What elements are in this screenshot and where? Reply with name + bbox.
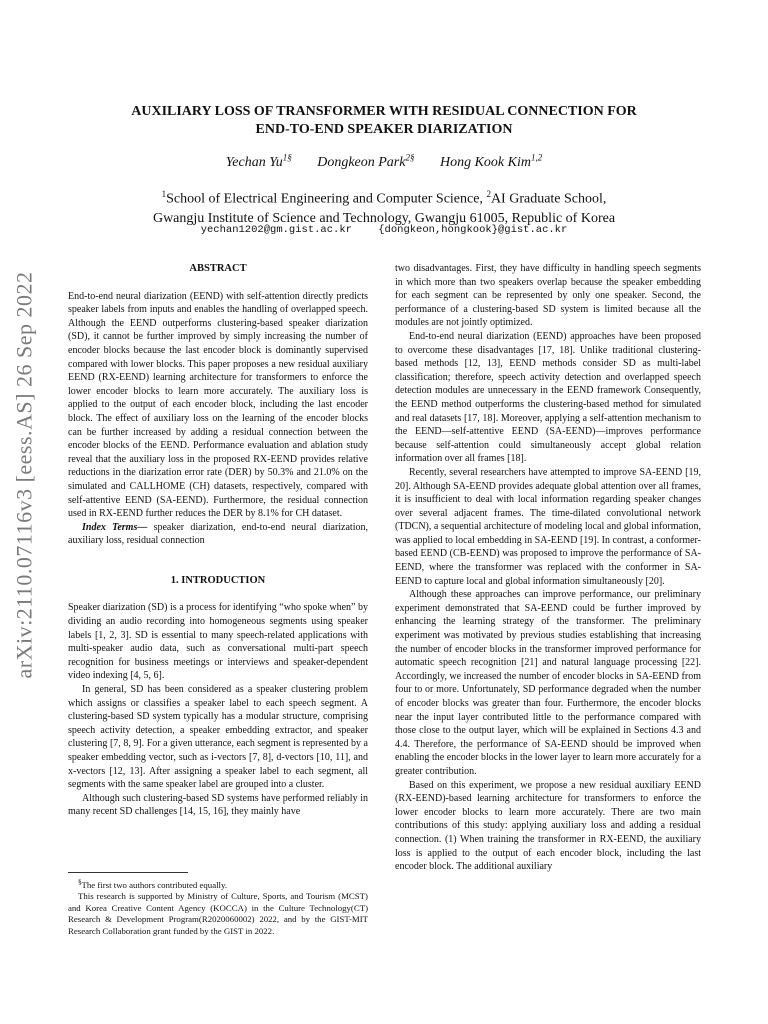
footnote-line <box>68 877 368 891</box>
affiliation <box>60 185 708 228</box>
arxiv-id: arXiv:2110.07116v3 [eess.AS] 26 Sep 2022 <box>11 271 36 679</box>
index-terms-text: speaker diarization, end-to-end neural diarization, auxiliary loss, residual connection <box>68 521 368 547</box>
footnote-rule <box>68 872 188 873</box>
author <box>439 152 543 170</box>
paragraph: two disadvantages. First, they have difficulty in handling speech segments in which more than two speakers overlap because the speaker embedding for each segment can be represented by only one speaker. Second, the performance of a clustering-based SD system is limited because all the modules are not jointly optimized. <box>395 263 701 329</box>
affil-text: AI Graduate School, <box>490 191 607 207</box>
right-column <box>395 262 701 874</box>
author <box>317 152 415 170</box>
author-name: Dongkeon Park <box>317 154 406 170</box>
email: {dongkeon,hongkook}@gist.ac.kr <box>378 224 568 236</box>
footnote-line: This research is supported by Ministry of Culture, Sports, and Tourism (MCST) and Korea Creative Content Agency (KOCCA) in the Culture Technology(CT) Research & Development Program(R2020060002) 2022, and by the GIST-MIT Research Collaboration grant funded by the GIST in 2022. <box>68 891 368 936</box>
affiliation-line-2: Gwangju Institute of Science and Technology, Gwangju 61005, Republic of Korea <box>152 210 616 226</box>
abstract-heading: ABSTRACT <box>189 263 247 274</box>
affiliation-line-1 <box>60 185 708 209</box>
paragraph: Recently, several researchers have attempted to improve SA-EEND [19, 20]. Although SA-EEND provides adequate global attention over all frames, it is insufficient to deal with local information regarding speaker changes over several adjacent frames. The time-dilated convolutional network (TDCN), a sequential architecture of modeling local and global information, was applied to local embedding in SA-EEND [19]. In contrast, a conformer-based EEND (CB-EEND) was proposed to improve the performance of SA-EEND, where the transformer was replaced with the conformer in SA-EEND to capture local and global information simultaneously [20]. <box>395 466 701 587</box>
paragraph: End-to-end neural diarization (EEND) approaches have been proposed to overcome these disadvantages [17, 18]. Unlike traditional clustering-based methods [12, 13], EEND methods consider SD as multi-label classification; therefore, speech activity detection and overlapped speech detection modules are unnecessary in the EEND framework Consequently, the EEND method outperforms the clustering-based method for simulated and real datasets [17, 18]. Moreover, applying a self-attention mechanism to the EEND—self-attentive EEND (SA-EEND)—improves performance because self-attention could simultaneously accept global relation information over all frames [18]. <box>395 330 701 465</box>
paper-title <box>60 103 708 139</box>
email: yechan1202@gm.gist.ac.kr <box>200 224 352 236</box>
author-list <box>60 152 708 171</box>
paragraph: Although such clustering-based SD systems have performed reliably in many recent SD challenges [14, 15, 16], they mainly have <box>68 792 368 818</box>
paragraph: Although these approaches can improve performance, our preliminary experiment demonstrated that SA-EEND could be further improved by enhancing the learning strategy of the transformer. The preliminary experiment was motivated by previous studies establishing that increasing the number of encoder blocks in the transformer improved performance for automatic speech recognition [21] and natural language processing [22]. Accordingly, we increased the number of encoder blocks in SA-EEND from four to or more. Unfortunately, SD performance degraded when the number of encoder blocks was greater than four. Furthermore, the encoder blocks near the input layer contributed little to the performance compared with those close to the output layer, which will be explained in Sections 4.3 and 4.4. Therefore, the performance of SA-EEND should be improved when enabling the encoder blocks in the lower layer to learn more accurately for a greater contribution. <box>395 589 701 777</box>
author-name: Yechan Yu <box>225 154 283 170</box>
paragraph: In general, SD has been considered as a speaker clustering problem which assigns or classifies a speaker label to each speech segment. A clustering-based SD system typically has a modular structure, comprising speech activity detection, a speaker embedding extractor, and speaker clustering [7, 8, 9]. For a given utterance, each segment is represented by a speaker embedding vector, such as i-vectors [7, 8], d-vectors [10, 11], and x-vectors [12, 13]. After assigning a speaker label to each segment, all segments with the same speaker label are grouped into a cluster. <box>68 684 368 791</box>
author-sup: 2§ <box>405 152 415 162</box>
author <box>225 152 292 170</box>
footnote <box>68 872 368 937</box>
footnote-mark: § <box>78 878 82 886</box>
affil-sup: 2 <box>486 189 491 199</box>
title-line-2: END-TO-END SPEAKER DIARIZATION <box>255 122 513 137</box>
author-name: Hong Kook Kim <box>439 154 531 170</box>
index-terms <box>68 521 368 548</box>
title-line-1: AUXILIARY LOSS OF TRANSFORMER WITH RESIDUAL CONNECTION FOR <box>131 104 637 119</box>
left-column <box>68 262 368 819</box>
affil-text: School of Electrical Engineering and Computer Science, <box>166 191 487 207</box>
index-terms-label: Index Terms— <box>82 521 148 533</box>
abstract-text: End-to-end neural diarization (EEND) with self-attention directly predicts speaker labels from inputs and enables the handling of overlapped speech. Although the EEND outperforms clustering-based speaker diarization (SD), it cannot be further improved by simply increasing the number of encoder blocks because the last encoder block is dominantly supervised compared with lower blocks. This paper proposes a new residual auxiliary EEND (RX-EEND) learning architecture for transformers to enforce the lower encoder blocks to learn more accurately. The auxiliary loss is applied to the output of each encoder block, including the last encoder block. The effect of auxiliary loss on the learning of the encoder blocks can be further increased by adding a residual connection between the encoder blocks of the EEND. Performance evaluation and ablation study reveal that the auxiliary loss in the proposed RX-EEND provides relative reductions in the diarization error rate (DER) by 50.3% and 21.0% on the simulated and CALLHOME (CH) datasets, respectively, compared with self-attentive EEND (SA-EEND). Furthermore, the residual connection used in RX-EEND further reduces the DER by 8.1% for CH dataset. <box>68 290 368 520</box>
author-sup: 1§ <box>282 152 292 162</box>
paragraph: Based on this experiment, we propose a new residual auxiliary EEND (RX-EEND)-based learning architecture for transformers to enforce the lower encoder blocks to learn more accurately. There are two main contributions of this study: applying auxiliary loss and adding a residual connection. (1) When training the transformer in RX-EEND, the auxiliary loss is applied to the output of each encoder block, including the last encoder block. The additional auxiliary <box>395 779 701 873</box>
footnote-text: The first two authors contributed equally. <box>81 879 228 890</box>
paragraph: Speaker diarization (SD) is a process for identifying “who spoke when” by dividing an audio recording into homogeneous segments using speaker labels [1, 2, 3]. SD is essential to many speech-related applications with multi-speaker audio data, such as conversational multi-part speech recognition for business meetings or interviews and speaker-dependent video indexing [4, 5, 6]. <box>68 602 368 682</box>
affil-sup: 1 <box>161 189 167 199</box>
author-sup: 1,2 <box>530 152 543 162</box>
arxiv-stamp <box>4 265 44 685</box>
intro-heading: 1. INTRODUCTION <box>170 574 266 586</box>
email-list <box>60 224 708 236</box>
